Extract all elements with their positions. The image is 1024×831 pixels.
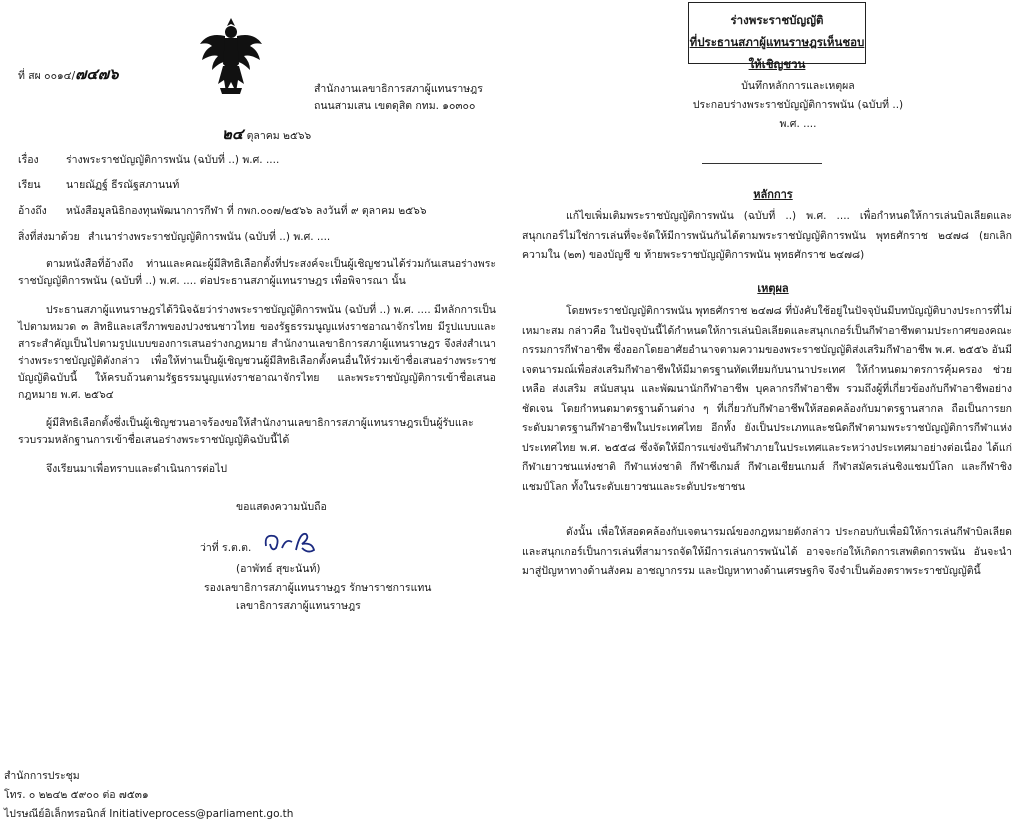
letter-page <box>0 0 500 831</box>
closing-phrase: ขอแสดงความนับถือ <box>236 501 327 513</box>
box-title-line-1: ร่างพระราชบัญญัติ <box>730 13 824 27</box>
principle-text: แก้ไขเพิ่มเติมพระราชบัญญัติการพนัน (ฉบับที่ ..) พ.ศ. .... เพื่อกำหนดให้การเล่นบิลเลียดและสนุกเกอร์ไม่ใช่การเล่นที่จะจัดให้มีการพนันกันได้ตามพระราชบัญญัติการพนัน พุทธศักราช ๒๔๗๘ (ยกเลิกความใน (๒๓) ของบัญชี ข ท้ายพระราชบัญญัติการพนัน พุทธศักราช ๒๔๗๘) <box>522 210 1012 261</box>
sender-address: ถนนสามเสน เขตดุสิต กทม. ๑๐๓๐๐ <box>314 100 476 112</box>
memo-year: พ.ศ. .... <box>779 118 817 130</box>
reference-label: อ้างถึง <box>18 205 47 217</box>
handwritten-reference-number: ๗๔๗๖ <box>75 65 119 83</box>
principle-heading: หลักการ <box>753 188 793 201</box>
recipient-label: เรียน <box>18 179 41 191</box>
divider-line <box>702 163 822 164</box>
memo-subtitle: ประกอบร่างพระราชบัญญัติการพนัน (ฉบับที่ ..) <box>692 99 904 111</box>
footer-email: ไปรษณีย์อิเล็กทรอนิกส์ Initiativeprocess@parliament.go.th <box>4 808 294 820</box>
draft-bill-box <box>688 2 866 71</box>
box-title-line-2: ที่ประธานสภาผู้แทนราษฎรเห็นชอบให้เชิญชวน <box>689 35 865 71</box>
signature-icon <box>262 528 322 556</box>
signer-position-2: เลขาธิการสภาผู้แทนราษฎร <box>236 600 361 612</box>
signer-name: (อาพัทธ์ สุขะนันท์) <box>236 563 321 575</box>
letter-paragraph-2: ประธานสภาผู้แทนราษฎรได้วินิจฉัยว่าร่างพระราชบัญญัติการพนัน (ฉบับที่ ..) พ.ศ. .... มีหลักการเป็นไปตามหมวด ๓ สิทธิและเสรีภาพของปวงชนชาวไทย ของรัฐธรรมนูญแห่งราชอาณาจักรไทย มีรูปแบบและสาระสำคัญเป็นไปตามรูปแบบของการเสนอร่างกฎหมาย สำนักงานเลขาธิการสภาผู้แทนราษฎร จึงส่งสำเนาร่างพระราชบัญญัติดังกล่าว เพื่อให้ท่านเป็นผู้เชิญชวนผู้มีสิทธิเลือกตั้งคนอื่นให้ร่วมเข้าชื่อเสนอร่างพระราชบัญญัติฉบับนี้ ให้ครบถ้วนตามรัฐธรรมนูญแห่งราชอาณาจักรไทย และพระราชบัญญัติการเข้าชื่อเสนอกฎหมาย พ.ศ. ๒๕๖๔ <box>18 304 496 401</box>
recipient-text: นายณัฏฐ์ ธีรณัฐสภานนท์ <box>66 179 180 191</box>
enclosure-text: สำเนาร่างพระราชบัญญัติการพนัน (ฉบับที่ ..) พ.ศ. .... <box>88 231 331 243</box>
enclosure-label: สิ่งที่ส่งมาด้วย <box>18 231 80 243</box>
subject-text: ร่างพระราชบัญญัติการพนัน (ฉบับที่ ..) พ.ศ. .... <box>66 154 280 166</box>
reason-paragraph-2: ดังนั้น เพื่อให้สอดคล้องกับเจตนารมณ์ของกฎหมายดังกล่าว ประกอบกับเพื่อมิให้การเล่นกีฬาบิลเลียดและสนุกเกอร์เป็นการเล่นที่สามารถจัดให้มีการเล่นการพนันได้ อาจจะก่อให้เกิดการเสพติดการพนัน อันจะนำมาสู่ปัญหาทางด้านสังคม อาชญากรรม และปัญหาทางด้านเศรษฐกิจ จึงจำเป็นต้องตราพระราชบัญญัตินี้ <box>522 526 1012 577</box>
letter-paragraph-4: จึงเรียนมาเพื่อทราบและดำเนินการต่อไป <box>46 463 228 475</box>
signer-rank: ว่าที่ ร.ต.ต. <box>200 542 252 554</box>
reference-text: หนังสือมูลนิธิกองทุนพัฒนาการกีฬา ที่ กพก.๐๐๗/๒๕๖๖ ลงวันที่ ๙ ตุลาคม ๒๕๖๖ <box>66 205 427 217</box>
letter-reference: ที่ สผ ๐๐๑๔/๗๔๗๖ <box>18 65 119 83</box>
letter-paragraph-3: ผู้มีสิทธิเลือกตั้งซึ่งเป็นผู้เชิญชวนอาจร้องขอให้สำนักงานเลขาธิการสภาผู้แทนราษฎรเป็นผู้รับและรวบรวมหลักฐานการเข้าชื่อเสนอร่างพระราชบัญญัติฉบับนี้ได้ <box>18 417 474 446</box>
sender-office: สำนักงานเลขาธิการสภาผู้แทนราษฎร <box>314 83 483 95</box>
handwritten-date-day: ๒๔ <box>222 125 244 143</box>
footer-phone: โทร. ๐ ๒๒๔๒ ๕๙๐๐ ต่อ ๗๕๓๑ <box>4 789 149 801</box>
footer-office: สำนักการประชุม <box>4 770 80 782</box>
signer-position-1: รองเลขาธิการสภาผู้แทนราษฎร รักษาราชการแทน <box>204 582 432 594</box>
memo-page <box>512 0 1024 831</box>
letter-paragraph-1: ตามหนังสือที่อ้างถึง ท่านและคณะผู้มีสิทธิเลือกตั้งที่ประสงค์จะเป็นผู้เชิญชวนได้ร่วมกันเสนอร่างพระราชบัญญัติการพนัน (ฉบับที่ ..) พ.ศ. .... ต่อประธานสภาผู้แทนราษฎร เพื่อพิจารณา นั้น <box>18 258 496 287</box>
subject-label: เรื่อง <box>18 154 39 166</box>
letter-date: ๒๔ ตุลาคม ๒๕๖๖ <box>222 125 312 143</box>
reason-paragraph-1: โดยพระราชบัญญัติการพนัน พุทธศักราช ๒๔๗๘ ที่บังคับใช้อยู่ในปัจจุบันมีบทบัญญัติบางประการที่ไม่เหมาะสม กล่าวคือ ในปัจจุบันนี้ได้กำหนดให้การเล่นบิลเลียดและสนุกเกอร์เป็นกีฬาอาชีพตามประกาศของคณะกรรมการกีฬาอาชีพ ซึ่งออกโดยอาศัยอำนาจตามความของพระราชบัญญัติส่งเสริมกีฬาอาชีพ พ.ศ. ๒๕๕๖ อันมีเจตนารมณ์เพื่อส่งเสริมกีฬาอาชีพให้มีมาตรฐานทัดเทียมกับนานาประเทศ ให้กำหนดมาตรการคุ้มครอง ช่วยเหลือ ส่งเสริม สนับสนุน และพัฒนานักกีฬาอาชีพ บุคลากรกีฬาอาชีพ รวมถึงผู้ที่เกี่ยวข้องกับกีฬาอาชีพอย่างชัดเจน โดยกำหนดมาตรฐานด้านต่าง ๆ ที่เกี่ยวกับกีฬาอาชีพให้สอดคล้องกับมาตรฐานสากล ถือเป็นการยกระดับมาตรฐานกีฬาอาชีพในประเทศไทย อีกทั้ง ยังเป็นประเภทและชนิดกีฬาตามพระราชบัญญัติการกีฬาแห่งประเทศไทย พ.ศ. ๒๕๕๘ ซึ่งจัดให้มีการแข่งขันกีฬาภายในประเทศและระหว่างประเทศมาอย่างต่อเนื่อง ได้แก่ กีฬาเยาวชนแห่งชาติ กีฬาแห่งชาติ กีฬาซีเกมส์ กีฬาเอเชียนเกมส์ กีฬาสมัครเล่นชิงแชมป์โลก และกีฬาชิงแชมป์โลก ทั้งในระดับเยาวชนและระดับประชาชน <box>522 305 1012 493</box>
memo-title: บันทึกหลักการและเหตุผล <box>741 80 855 92</box>
reason-heading: เหตุผล <box>757 282 789 295</box>
garuda-emblem-icon <box>198 14 264 96</box>
